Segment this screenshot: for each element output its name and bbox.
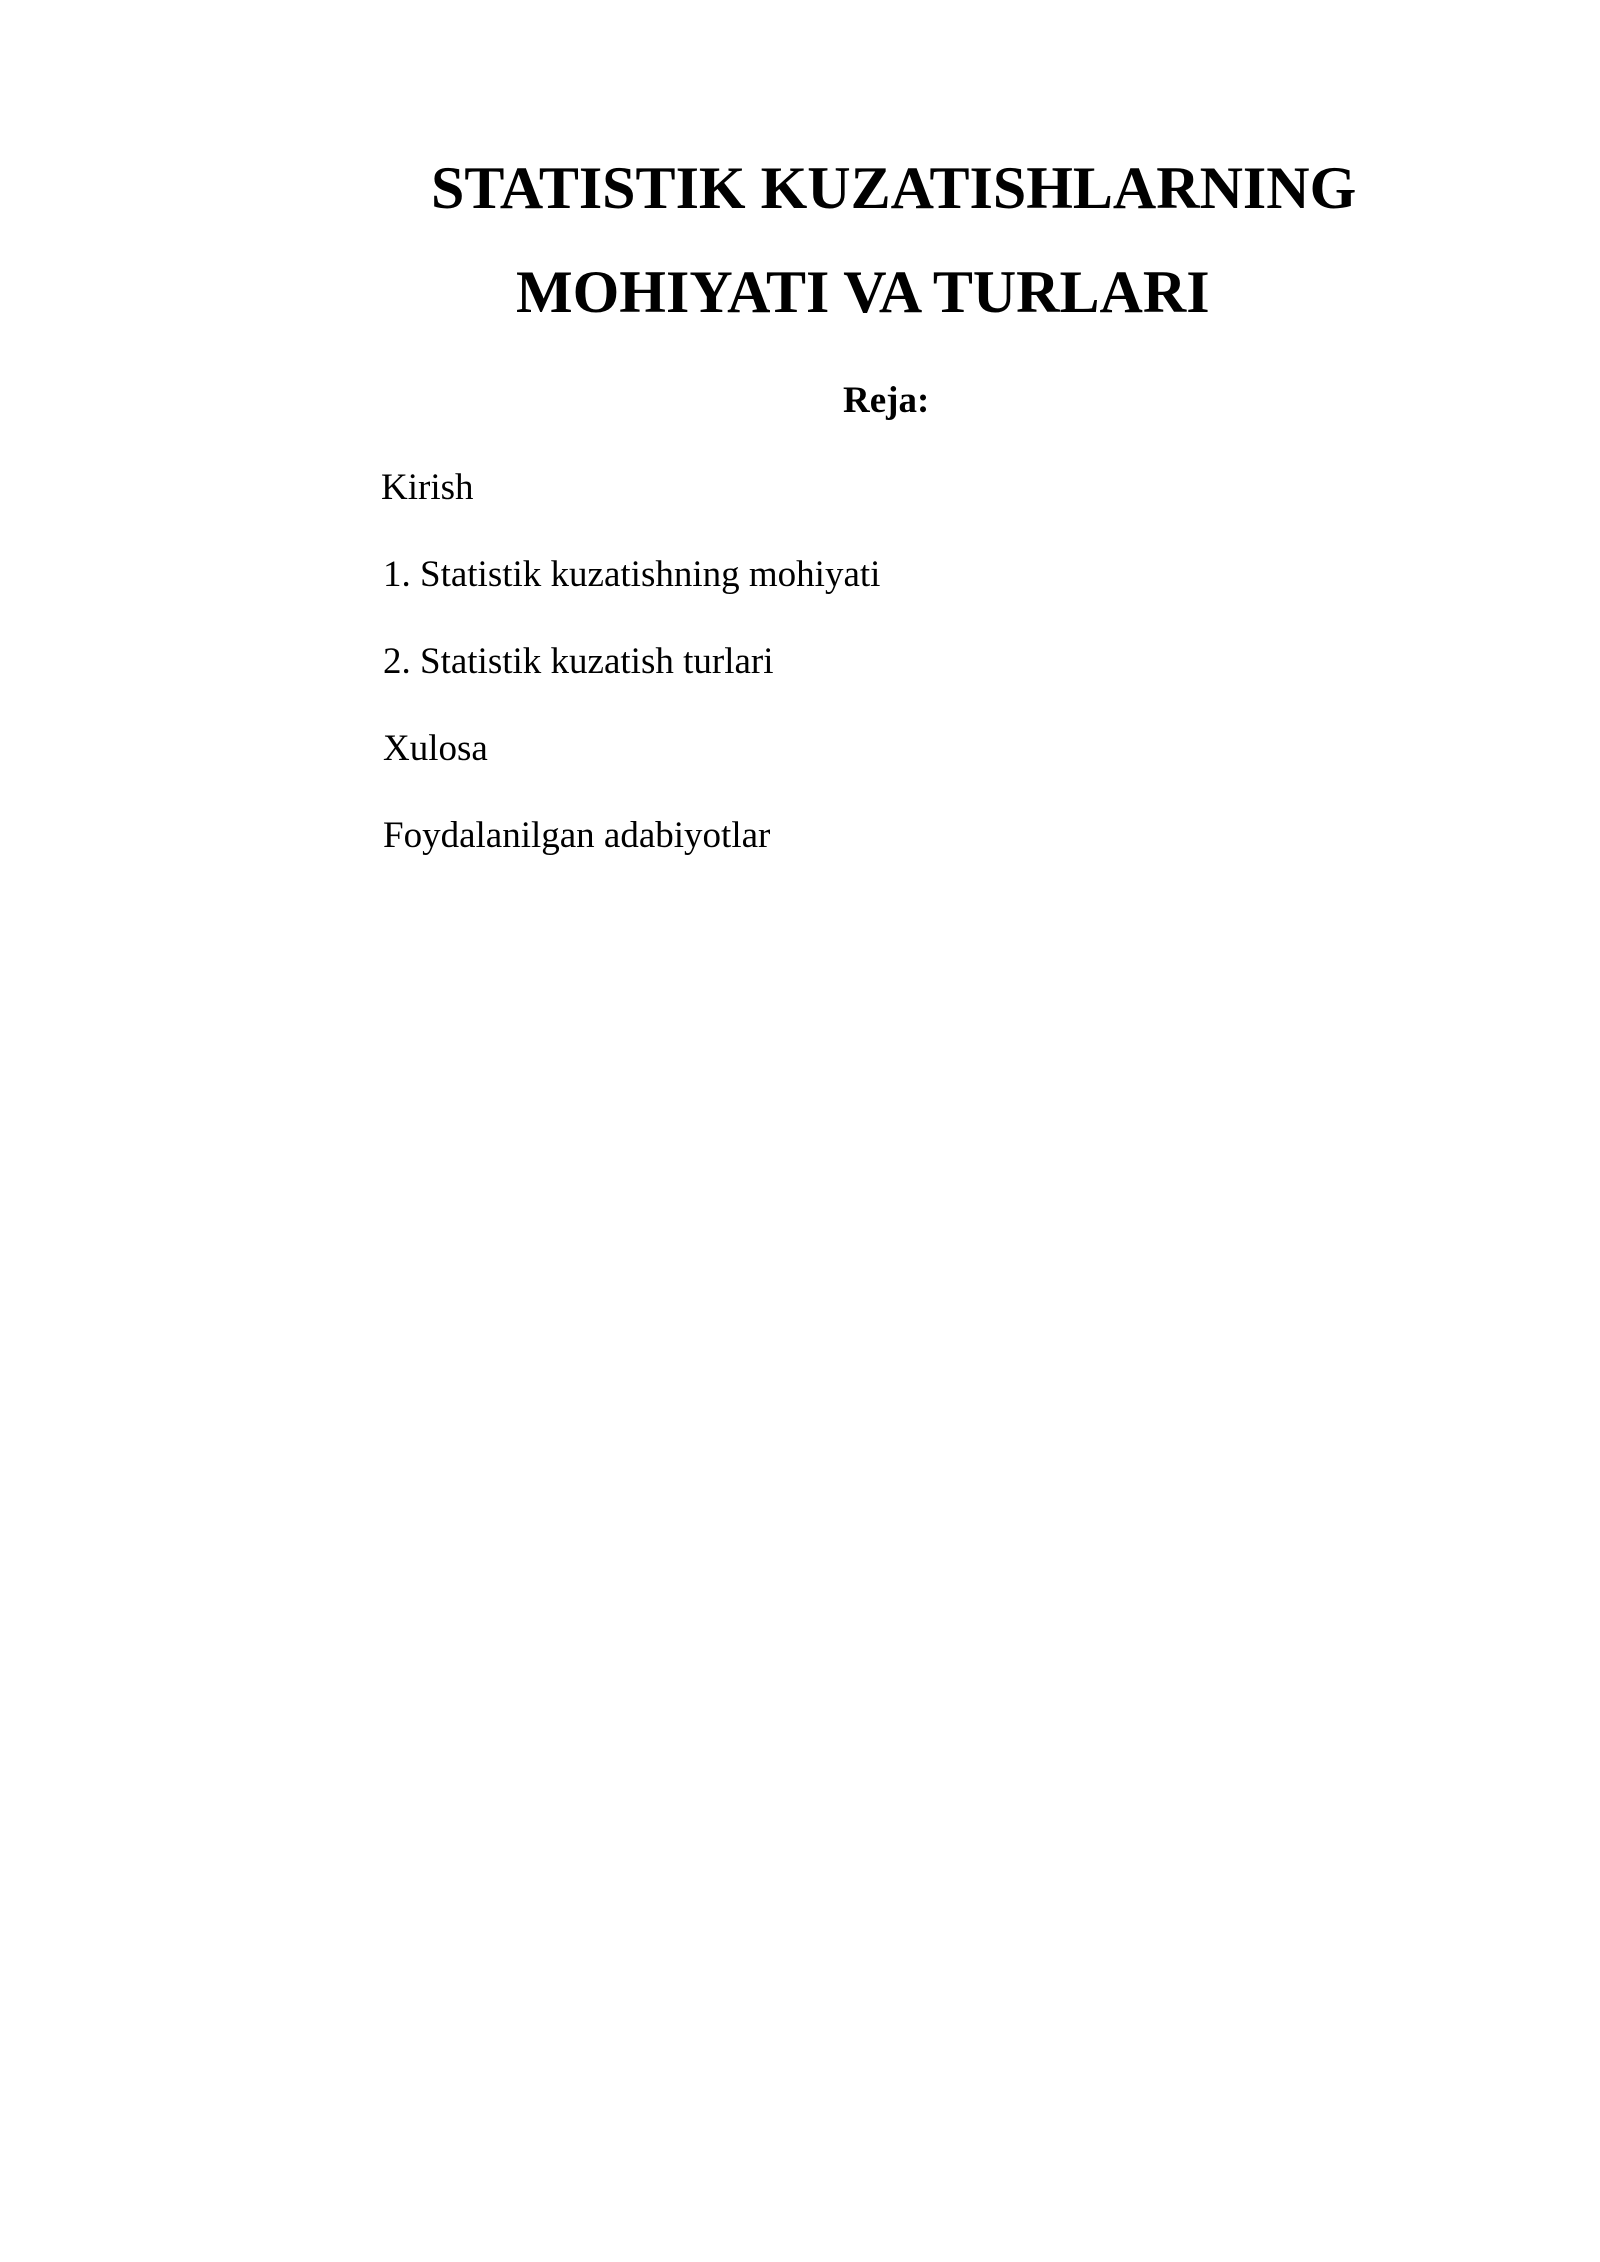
document-title-line-2: MOHIYATI VA TURLARI <box>516 259 1210 325</box>
plan-item-conclusion: Xulosa <box>383 728 488 769</box>
document-title-line-1: STATISTIK KUZATISHLARNING <box>431 155 1357 221</box>
plan-item-types: 2. Statistik kuzatish turlari <box>383 641 774 682</box>
plan-item-references: Foydalanilgan adabiyotlar <box>383 815 771 856</box>
plan-heading: Reja: <box>843 380 930 421</box>
plan-item-essence: 1. Statistik kuzatishning mohiyati <box>383 554 881 595</box>
plan-item-introduction: Kirish <box>381 467 474 508</box>
